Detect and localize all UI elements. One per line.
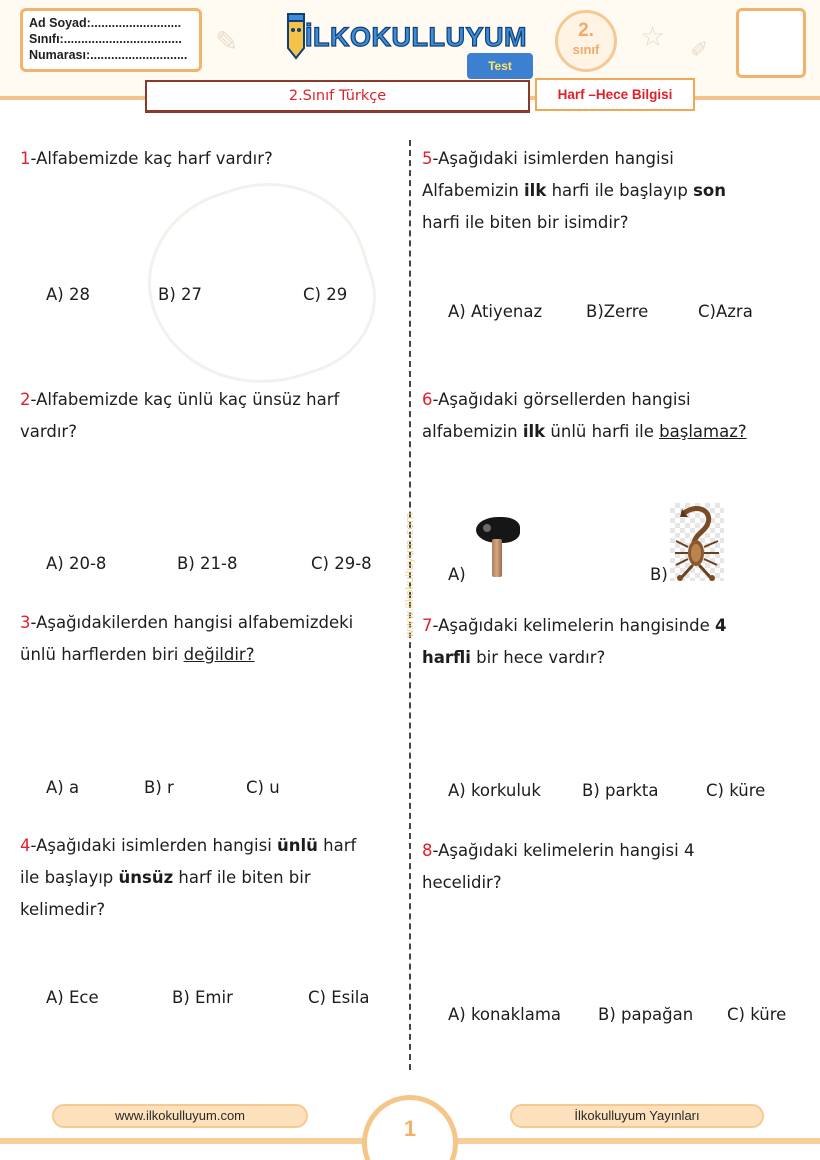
option-a[interactable]: A) a — [46, 778, 80, 797]
option-a[interactable]: A) konaklama — [448, 1005, 562, 1024]
key-image[interactable] — [470, 517, 524, 581]
option-b[interactable]: B) — [650, 565, 668, 584]
question-8 — [422, 835, 817, 899]
question-emphasis: ünlü — [277, 836, 318, 855]
question-4-options — [0, 987, 405, 1011]
question-text: harf ile biten bir — [173, 868, 311, 887]
student-name-field: Ad Soyad:.......................... — [29, 16, 182, 30]
score-box — [736, 8, 806, 78]
question-8-options — [410, 1004, 820, 1028]
footer-website[interactable]: www.ilkokulluyum.com — [52, 1104, 308, 1128]
pencil-doodle-icon: ✎ — [215, 25, 239, 58]
question-number: 7 — [422, 616, 433, 635]
scorpion-image[interactable] — [670, 503, 724, 581]
option-b[interactable]: B) papağan — [598, 1005, 694, 1024]
option-b[interactable]: B)Zerre — [586, 302, 649, 321]
ruler-doodle-icon: ✐ — [690, 38, 709, 63]
question-emphasis: ilk — [522, 422, 546, 441]
question-emphasis: ünsüz — [118, 868, 174, 887]
question-text: -Aşağıdaki kelimelerin hangisinde — [432, 616, 716, 635]
question-1 — [20, 143, 405, 175]
star-doodle-icon: ☆ — [640, 20, 666, 53]
question-text: harfi ile biten bir isimdir? — [422, 213, 629, 232]
question-text: -Aşağıdaki görsellerden hangisi — [432, 390, 691, 409]
grade-number: 2. — [578, 20, 594, 41]
logo-test-badge: Test — [467, 53, 533, 79]
option-c[interactable]: C) 29 — [303, 285, 348, 304]
option-c[interactable]: C) 29-8 — [311, 554, 372, 573]
ilkokulluyum-logo — [285, 8, 535, 80]
option-c[interactable]: C) Esila — [308, 988, 370, 1007]
question-text: kelimedir? — [20, 900, 106, 919]
question-number: 5 — [422, 149, 433, 168]
option-b[interactable]: B) parkta — [582, 781, 659, 800]
option-b[interactable]: B) 21-8 — [177, 554, 238, 573]
question-4 — [20, 830, 408, 926]
footer-publisher: İlkokulluyum Yayınları — [510, 1104, 764, 1128]
question-3 — [20, 607, 408, 671]
question-emphasis: 4 — [715, 616, 727, 635]
question-2 — [20, 384, 405, 448]
question-text: -Aşağıdaki isimlerden hangisi — [30, 836, 278, 855]
question-number: 2 — [20, 390, 31, 409]
question-emphasis: son — [693, 181, 726, 200]
question-text: -Alfabemizde kaç harf vardır? — [30, 149, 273, 168]
question-number: 3 — [20, 613, 31, 632]
question-text: bir hece vardır? — [470, 648, 606, 667]
key-blade — [492, 539, 502, 577]
question-emphasis: başlamaz? — [659, 422, 747, 441]
watermark: www.ilkokulluyum.com — [403, 512, 416, 638]
scorpion-icon — [670, 503, 724, 581]
question-emphasis: ilk — [524, 181, 547, 200]
question-number: 6 — [422, 390, 433, 409]
question-7 — [422, 610, 817, 674]
option-b[interactable]: B) 27 — [158, 285, 202, 304]
question-emphasis: değildir? — [183, 645, 255, 664]
question-text: hecelidir? — [422, 873, 502, 892]
question-3-options — [0, 777, 405, 801]
question-number: 1 — [20, 149, 31, 168]
student-class-field: Sınıfı:.................................. — [29, 32, 182, 46]
subject-title: 2.Sınıf Türkçe — [145, 80, 530, 113]
option-a[interactable]: A) 20-8 — [46, 554, 107, 573]
option-b[interactable]: B) Emir — [172, 988, 233, 1007]
question-text: -Aşağıdaki isimlerden hangisi — [432, 149, 674, 168]
question-text: ünlü harfi ile — [545, 422, 660, 441]
question-text-line: vardır? — [20, 422, 77, 441]
question-text-line: -Alfabemizde kaç ünlü kaç ünsüz harf — [30, 390, 340, 409]
option-c[interactable]: C)Azra — [698, 302, 753, 321]
grade-badge — [555, 10, 617, 72]
question-2-options — [0, 553, 405, 577]
topic-title: Harf –Hece Bilgisi — [535, 78, 695, 111]
question-text-line: ünlü harflerden biri — [20, 645, 184, 664]
question-1-options — [0, 284, 405, 308]
question-text: ile başlayıp — [20, 868, 119, 887]
question-text: -Aşağıdaki kelimelerin hangisi 4 — [432, 841, 695, 860]
option-a[interactable]: A) — [448, 565, 466, 584]
question-6 — [422, 384, 817, 448]
page-number: 1 — [403, 1116, 417, 1141]
student-info-box — [20, 8, 202, 72]
logo-text: İLKOKULLUYUM — [305, 22, 527, 52]
question-text: alfabemizin — [422, 422, 523, 441]
option-a[interactable]: A) 28 — [46, 285, 90, 304]
question-text: harf — [317, 836, 357, 855]
question-number: 4 — [20, 836, 31, 855]
page-number-badge — [362, 1095, 458, 1160]
option-c[interactable]: C) küre — [706, 781, 766, 800]
question-number: 8 — [422, 841, 433, 860]
student-number-field: Numarası:............................ — [29, 48, 188, 62]
option-b[interactable]: B) r — [144, 778, 174, 797]
question-text: harfi ile başlayıp — [546, 181, 694, 200]
grade-word: sınıf — [572, 42, 600, 57]
question-7-options — [410, 780, 820, 804]
question-text: Alfabemizin — [422, 181, 525, 200]
option-a[interactable]: A) Atiyenaz — [448, 302, 543, 321]
question-5-options — [410, 301, 820, 325]
option-c[interactable]: C) küre — [727, 1005, 787, 1024]
option-a[interactable]: A) Ece — [46, 988, 99, 1007]
option-c[interactable]: C) u — [246, 778, 280, 797]
option-a[interactable]: A) korkuluk — [448, 781, 541, 800]
question-emphasis: harfli — [422, 648, 471, 667]
question-text-line: -Aşağıdakilerden hangisi alfabemizdeki — [30, 613, 354, 632]
question-5 — [422, 143, 817, 239]
